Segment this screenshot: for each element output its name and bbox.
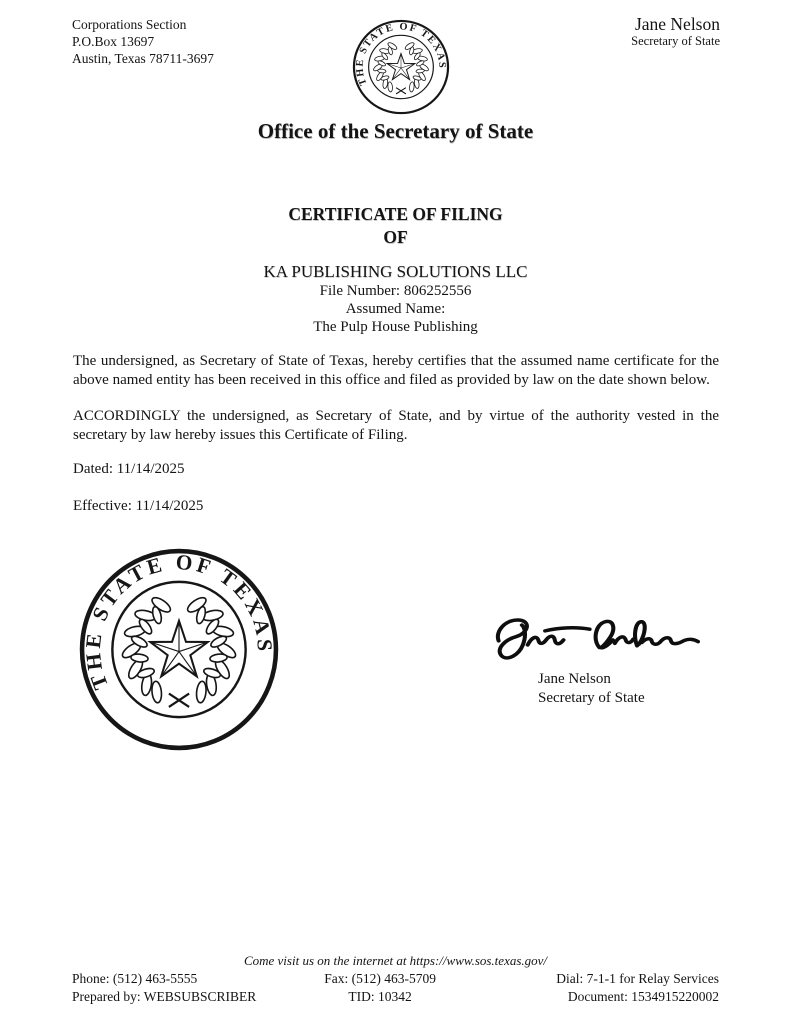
official-block: [631, 14, 720, 49]
footer-relay: Dial: 7-1-1 for Relay Services: [556, 971, 719, 986]
address-line: P.O.Box 13697: [72, 34, 155, 49]
effective-line: Effective: 11/14/2025: [73, 498, 204, 514]
entity-block: [0, 261, 791, 336]
footer-prepared: Prepared by: WEBSUBSCRIBER: [72, 989, 257, 1004]
address-line: Austin, Texas 78711-3697: [72, 51, 214, 66]
certification-paragraph: The undersigned, as Secretary of State of Texas, hereby certifies that the assumed name certificate for the above named entity has been received in this office and filed as provided by law on the date shown below.: [73, 353, 719, 388]
file-number: File Number: 806252556: [319, 283, 472, 299]
footer-tid: TID: 10342: [348, 989, 412, 1004]
corporations-address: [72, 16, 214, 67]
assumed-name-label: Assumed Name:: [345, 301, 446, 317]
texas-state-seal-icon: [352, 19, 450, 115]
page-title: Office of the Secretary of State: [257, 119, 534, 143]
footer-visit-line: Come visit us on the internet at https://www.sos.texas.gov/: [243, 953, 548, 968]
address-line: Corporations Section: [72, 17, 187, 32]
footer-phone: Phone: (512) 463-5555: [72, 971, 198, 986]
assumed-name: The Pulp House Publishing: [313, 319, 478, 335]
secretary-title: Secretary of State: [631, 34, 720, 48]
footer-fax: Fax: (512) 463-5709: [324, 971, 436, 986]
signer-block: [538, 670, 645, 708]
secretary-name: Jane Nelson: [634, 14, 720, 34]
signature-icon: [487, 611, 700, 664]
signer-name: Jane Nelson: [538, 671, 611, 687]
texas-state-seal-large-icon: [78, 547, 280, 752]
footer-document: Document: 1534915220002: [567, 989, 719, 1004]
entity-name: KA PUBLISHING SOLUTIONS LLC: [263, 262, 528, 281]
certificate-heading: [0, 203, 791, 249]
dated-line: Dated: 11/14/2025: [73, 461, 185, 477]
issuance-paragraph: ACCORDINGLY the undersigned, as Secretary of State, and by virtue of the authority vested in the secretary by law hereby issues this Certificate of Filing.: [73, 408, 719, 443]
signer-title: Secretary of State: [538, 690, 645, 706]
certificate-heading-line1: CERTIFICATE OF FILING: [288, 204, 503, 224]
certificate-heading-line2: OF: [383, 227, 408, 247]
footer-grid: [72, 971, 719, 1007]
